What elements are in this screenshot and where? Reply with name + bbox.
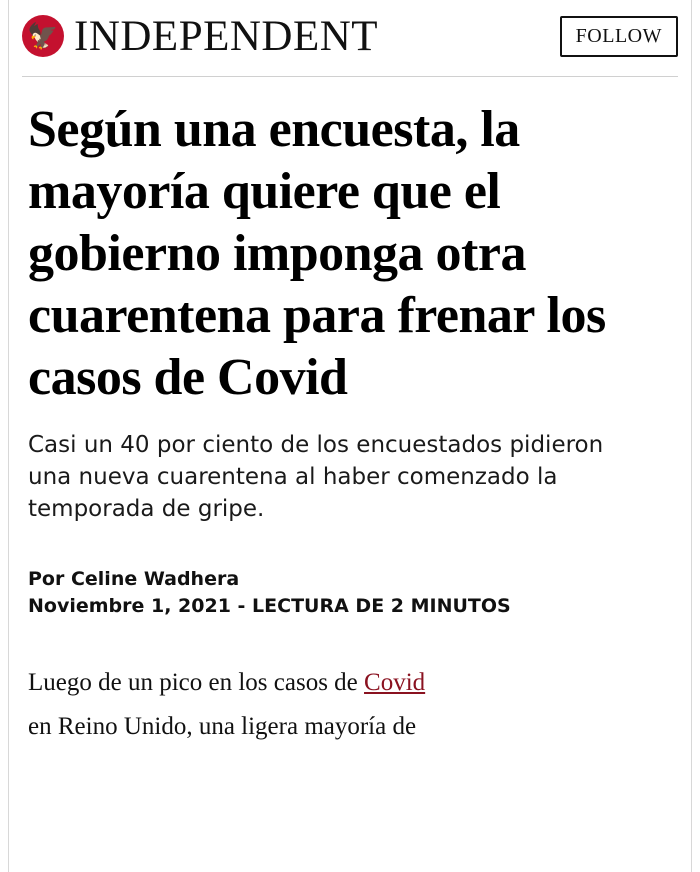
article-content bbox=[0, 77, 700, 750]
article-body bbox=[28, 661, 672, 750]
byline-author: Por Celine Wadhera bbox=[28, 567, 240, 590]
follow-button[interactable]: FOLLOW bbox=[560, 16, 678, 57]
brand-name: INDEPENDENT bbox=[74, 12, 379, 60]
page-title: Según una encuesta, la mayoría quiere que el gobierno imponga otra cuarentena para frenar los casos de Covid bbox=[28, 101, 606, 406]
eagle-logo-icon: 🦅 bbox=[22, 15, 64, 57]
body-text-part-2: en Reino Unido, una ligera mayoría de bbox=[28, 713, 417, 741]
brand[interactable] bbox=[22, 12, 379, 60]
byline bbox=[28, 566, 672, 621]
article-standfirst: Casi un 40 por ciento de los encuestados pidieron una nueva cuarentena al haber comenzado la temporada de gripe. bbox=[28, 432, 604, 522]
masthead bbox=[0, 0, 700, 62]
body-text-part-1: Luego de un pico en los casos de bbox=[28, 668, 365, 696]
covid-link[interactable]: Covid bbox=[364, 668, 426, 696]
byline-dateline: Noviembre 1, 2021 - LECTURA DE 2 MINUTOS bbox=[28, 595, 511, 618]
